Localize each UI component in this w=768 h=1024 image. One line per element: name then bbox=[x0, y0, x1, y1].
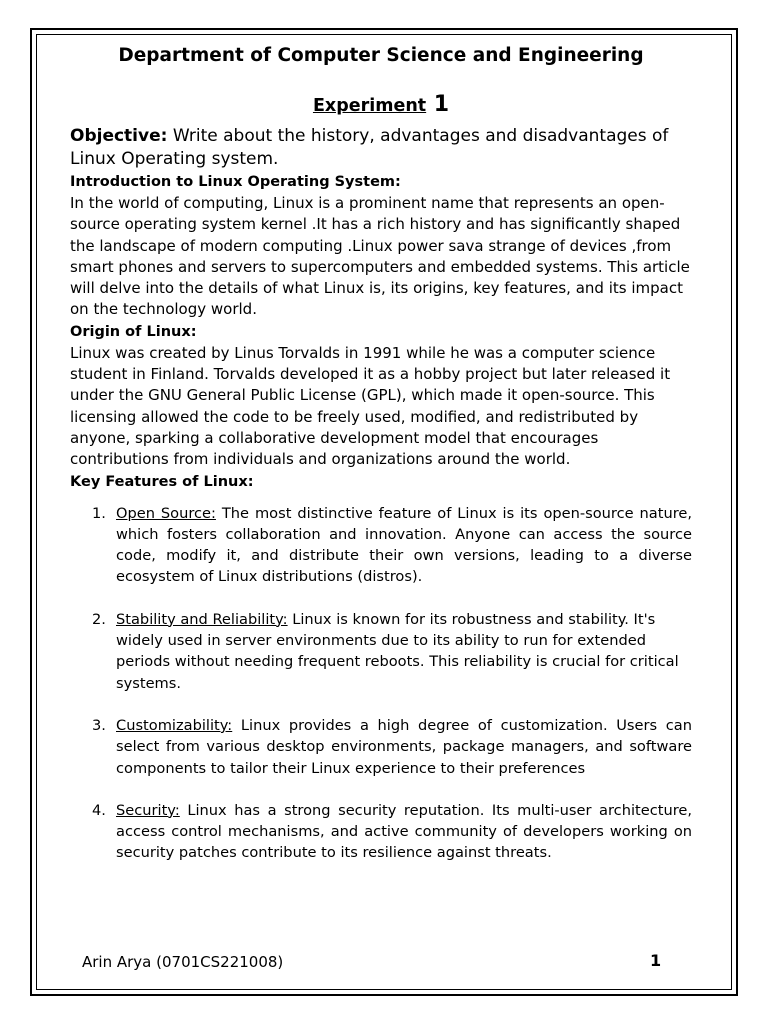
experiment-label: Experiment bbox=[312, 96, 427, 116]
list-item-text: Linux is known for its robustness and stability. It's widely used in server environments due to its ability to run for extended periods without needing frequent reboots. This reliability is crucial for critical systems. bbox=[116, 610, 679, 692]
list-item-number: 2. bbox=[92, 610, 106, 628]
list-item bbox=[70, 715, 692, 779]
list-item bbox=[70, 609, 692, 694]
intro-paragraph: In the world of computing, Linux is a prominent name that represents an open-source operating system kernel .It has a rich history and has significantly shaped the landscape of modern computing .Linux power sava strange of devices ,from smart phones and servers to supercomputers and embedded systems. This article will delve into the details of what Linux is, its origins, key features, and its impact on the technology world. bbox=[70, 194, 690, 319]
list-item-text: The most distinctive feature of Linux is its open-source nature, which fosters collaboration and innovation. Anyone can access the source code, modify it, and distribute their own versions, leading to a diverse ecosystem of Linux distributions (distros). bbox=[116, 504, 692, 586]
experiment-number: 1 bbox=[433, 92, 450, 117]
list-item-number: 1. bbox=[92, 504, 106, 522]
page-number: 1 bbox=[650, 951, 662, 970]
footer-author: Arin Arya (0701CS221008) bbox=[82, 953, 284, 971]
list-item-number: 4. bbox=[92, 801, 106, 819]
features-heading: Key Features of Linux: bbox=[70, 473, 254, 490]
list-item-term: Customizability: bbox=[116, 716, 233, 734]
list-item-term: Stability and Reliability: bbox=[116, 610, 288, 628]
origin-paragraph: Linux was created by Linus Torvalds in 1991 while he was a computer science student in Finland. Torvalds developed it as a hobby project but later released it under the GNU General Public License (GPL), which made it open-source. This licensing allowed the code to be freely used, modified, and redistributed by anyone, sparking a collaborative development model that encourages contributions from individuals and organizations around the world. bbox=[70, 343, 671, 469]
department-title: Department of Computer Science and Engineering bbox=[118, 45, 644, 66]
experiment-title bbox=[70, 90, 692, 121]
objective-text: Write about the history, advantages and disadvantages of Linux Operating system. bbox=[70, 126, 669, 169]
list-item-text: Linux provides a high degree of customization. Users can select from various desktop environments, package managers, and software components to tailor their Linux experience to their preferences bbox=[116, 716, 692, 777]
list-item-term: Security: bbox=[116, 801, 180, 819]
objective-label: Objective: bbox=[70, 126, 168, 146]
list-item bbox=[70, 800, 692, 864]
list-item-term: Open Source: bbox=[116, 504, 216, 522]
intro-heading: Introduction to Linux Operating System: bbox=[70, 174, 401, 190]
features-list bbox=[70, 503, 692, 864]
list-item-number: 3. bbox=[92, 716, 106, 734]
document-body bbox=[70, 42, 692, 885]
objective bbox=[70, 125, 692, 171]
list-item-text: Linux has a strong security reputation. Its multi-user architecture, access control mechanisms, and active community of developers working on security patches contribute to its resilience against threats. bbox=[116, 801, 693, 862]
list-item bbox=[70, 503, 692, 588]
origin-heading: Origin of Linux: bbox=[70, 323, 197, 340]
